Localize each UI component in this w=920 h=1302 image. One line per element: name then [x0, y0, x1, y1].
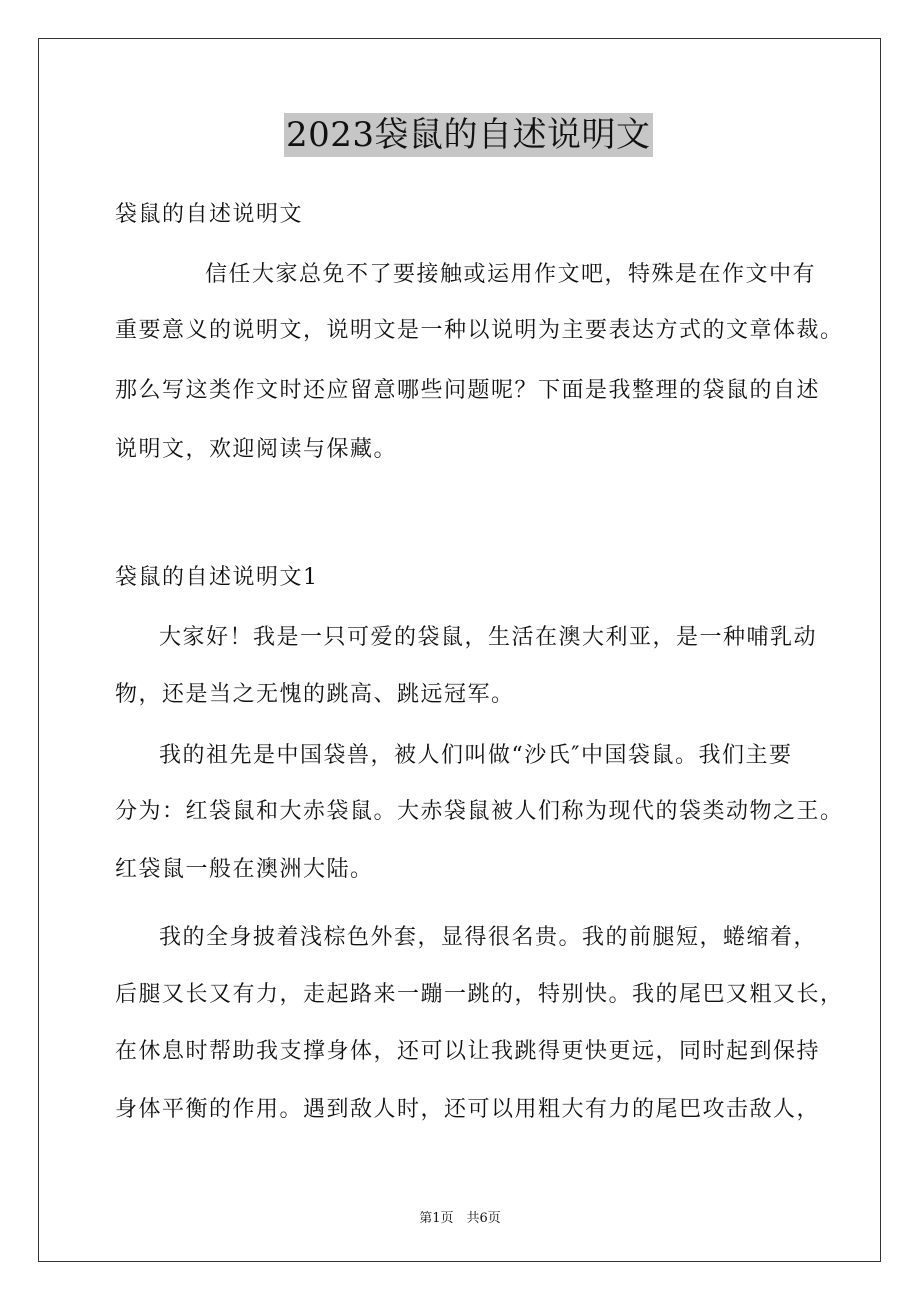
- section-heading: 袋鼠的自述说明文1: [115, 565, 319, 590]
- body-line: 物，还是当之无愧的跳高、跳远冠军。: [115, 682, 515, 707]
- body-line: 我的祖先是中国袋兽，被人们叫做“沙氏″中国袋鼠。我们主要: [159, 743, 793, 768]
- body-line: 我的全身披着浅棕色外套，显得很名贵。我的前腿短，蜷缩着，: [159, 925, 818, 950]
- body-line: 大家好！我是一只可爱的袋鼠，生活在澳大利亚，是一种哺乳动: [159, 625, 818, 650]
- intro-line: 信任大家总免不了要接触或运用作文吧，特殊是在作文中有: [205, 262, 817, 287]
- intro-line: 重要意义的说明文，说明文是一种以说明为主要表达方式的文章体裁。: [115, 318, 844, 343]
- intro-line: 说明文，欢迎阅读与保藏。: [115, 437, 398, 462]
- body-line: 身体平衡的作用。遇到敌人时，还可以用粗大有力的尾巴攻击敌人，: [115, 1097, 821, 1122]
- intro-line: 那么写这类作文时还应留意哪些问题呢？下面是我整理的袋鼠的自述: [115, 378, 821, 403]
- document-title: 2023袋鼠的自述说明文: [286, 115, 651, 155]
- page-footer: 第1页 共6页: [419, 1211, 501, 1226]
- body-line: 红袋鼠一般在澳洲大陆。: [115, 857, 374, 882]
- intro-heading: 袋鼠的自述说明文: [115, 202, 304, 227]
- body-line: 后腿又长又有力，走起路来一蹦一跳的，特别快。我的尾巴又粗又长，: [115, 982, 844, 1007]
- body-line: 在休息时帮助我支撑身体，还可以让我跳得更快更远，同时起到保持: [115, 1039, 821, 1064]
- body-line: 分为：红袋鼠和大赤袋鼠。大赤袋鼠被人们称为现代的袋类动物之王。: [115, 799, 844, 824]
